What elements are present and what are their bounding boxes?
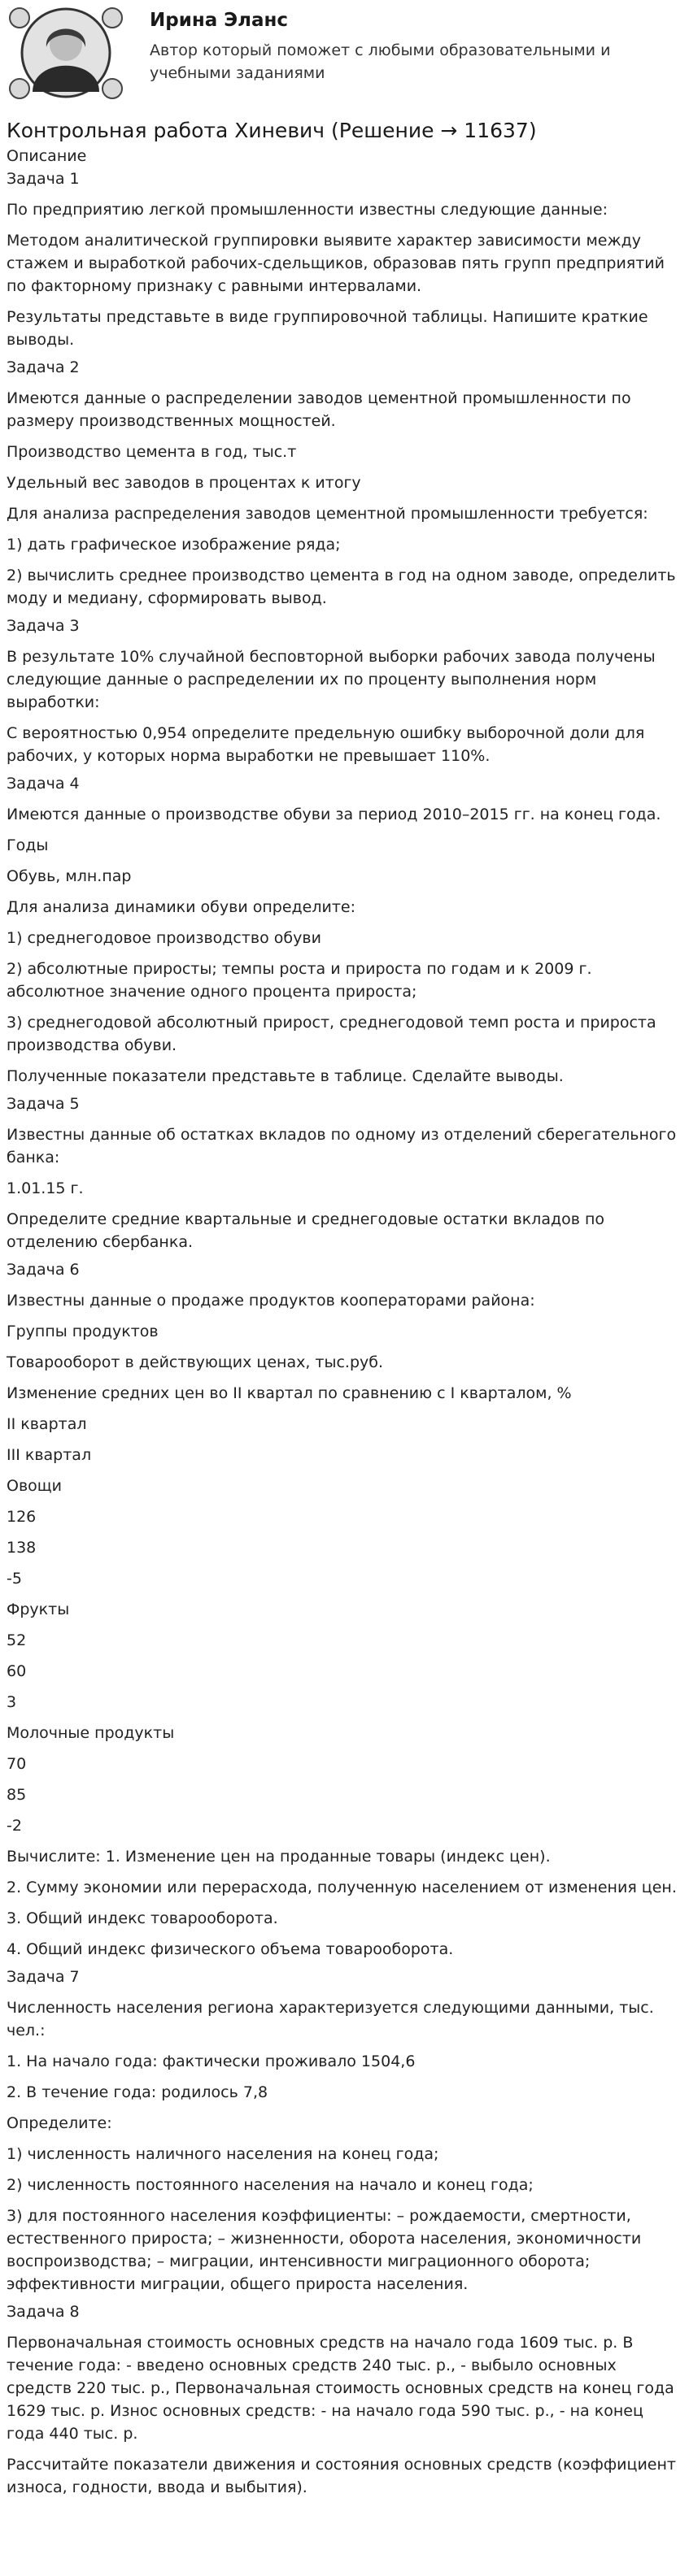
paragraph: Овощи	[7, 1477, 63, 1495]
paragraph: 2) вычислить среднее производство цемента в год на одном заводе, определить моду и медиану, сформировать вывод.	[7, 567, 676, 607]
task-heading: Задача 2	[7, 358, 80, 376]
paragraph: 1.01.15 г.	[7, 1179, 84, 1197]
paragraph: Численность населения региона характеризуется следующими данными, тыс. чел.:	[7, 1999, 654, 2040]
paragraph: Имеются данные о распределении заводов цементной промышленности по размеру производственных мощностей.	[7, 389, 631, 430]
paragraph: 138	[7, 1539, 37, 1557]
paragraph: Группы продуктов	[7, 1323, 159, 1340]
paragraph: Определите:	[7, 2114, 112, 2132]
paragraph: Фрукты	[7, 1601, 70, 1618]
paragraph: Первоначальная стоимость основных средств на начало года 1609 тыс. р. В течение года: - введено основных средств 240 тыс. р., - выбыло основных средств 220 тыс. р., Первоначальная стоимость основных средств на конец года 1629 тыс. р. Износ основных средств: - на начало года 590 тыс. р., - на конец года 440 тыс. р.	[7, 2334, 674, 2443]
task-heading: Задача 7	[7, 1968, 80, 1986]
paragraph: 85	[7, 1786, 27, 1804]
paragraph: Для анализа динамики обуви определите:	[7, 898, 355, 916]
paragraph: Вычислите: 1. Изменение цен на проданные товары (индекс цен).	[7, 1848, 551, 1866]
paragraph: 2) численность постоянного населения на начало и конец года;	[7, 2176, 534, 2194]
document-body	[0, 145, 689, 2515]
paragraph: 1) численность наличного населения на конец года;	[7, 2145, 439, 2163]
paragraph: С вероятностью 0,954 определите предельную ошибку выборочной доли для рабочих, у которых норма выработки не превышает 110%.	[7, 724, 645, 765]
paragraph: III квартал	[7, 1446, 92, 1464]
paragraph: Для анализа распределения заводов цементной промышленности требуется:	[7, 505, 648, 523]
paragraph: Результаты представьте в виде группировочной таблицы. Напишите краткие выводы.	[7, 308, 648, 349]
task-heading: Задача 6	[7, 1261, 80, 1279]
task-heading: Задача 5	[7, 1095, 80, 1113]
paragraph: Товарооборот в действующих ценах, тыс.руб.	[7, 1353, 384, 1371]
paragraph: Известны данные об остатках вкладов по одному из отделений сберегательного банка:	[7, 1126, 677, 1166]
paragraph: 3) среднегодовой абсолютный прирост, среднегодовой темп роста и прироста производства обуви.	[7, 1014, 656, 1054]
paragraph: 70	[7, 1755, 27, 1773]
task-heading: Задача 1	[7, 170, 80, 188]
paragraph: 2. Сумму экономии или перерасхода, полученную населением от изменения цен.	[7, 1879, 677, 1896]
author-header	[0, 0, 689, 107]
paragraph: II квартал	[7, 1415, 87, 1433]
paragraph: Годы	[7, 836, 49, 854]
paragraph: Имеются данные о производстве обуви за период 2010–2015 гг. на конец года.	[7, 806, 661, 823]
paragraph: 2) абсолютные приросты; темпы роста и прироста по годам и к 2009 г. абсолютное значение одного процента прироста;	[7, 960, 592, 1001]
paragraph: Полученные показатели представьте в таблице. Сделайте выводы.	[7, 1067, 564, 1085]
paragraph: Определите средние квартальные и среднегодовые остатки вкладов по отделению сбербанка.	[7, 1210, 605, 1251]
paragraph: 1. На начало года: фактически проживало 1504,6	[7, 2053, 416, 2070]
page-title: Контрольная работа Хиневич (Решение → 11637)	[7, 119, 537, 142]
paragraph: Удельный вес заводов в процентах к итогу	[7, 474, 361, 492]
paragraph: Производство цемента в год, тыс.т	[7, 443, 297, 461]
section-label: Описание	[7, 147, 87, 165]
paragraph: Рассчитайте показатели движения и состояния основных средств (коэффициент износа, годности, ввода и выбытия).	[7, 2456, 676, 2496]
paragraph: 4. Общий индекс физического объема товарооборота.	[7, 1940, 454, 1958]
paragraph: 2. В течение года: родилось 7,8	[7, 2083, 268, 2101]
paragraph: 52	[7, 1631, 27, 1649]
paragraph: Известны данные о продаже продуктов кооператорами района:	[7, 1292, 535, 1310]
author-avatar	[8, 7, 124, 100]
paragraph: 3. Общий индекс товарооборота.	[7, 1909, 278, 1927]
task-heading: Задача 8	[7, 2303, 80, 2321]
paragraph: -2	[7, 1817, 22, 1835]
task-heading: Задача 3	[7, 617, 80, 635]
paragraph: Молочные продукты	[7, 1724, 175, 1742]
paragraph: 1) среднегодовое производство обуви	[7, 929, 321, 947]
paragraph: 126	[7, 1508, 37, 1526]
author-description: Автор который поможет с любыми образовательными и учебными заданиями	[150, 41, 611, 82]
paragraph: 60	[7, 1662, 27, 1680]
paragraph: 1) дать графическое изображение ряда;	[7, 536, 341, 554]
paragraph: Методом аналитической группировки выявите характер зависимости между стажем и выработкой рабочих-сдельщиков, образовав пять групп предприятий по факторному признаку с равными интервалами.	[7, 232, 665, 295]
paragraph: Изменение средних цен во II квартал по сравнению с I кварталом, %	[7, 1384, 572, 1402]
paragraph: 3) для постоянного населения коэффициенты: – рождаемости, смертности, естественного прироста; – жизненности, оборота населения, экономичности воспроизводства; – миграции, интенсивности миграционного оборота; эффективности миграции, общего прироста населения.	[7, 2207, 642, 2293]
task-heading: Задача 4	[7, 775, 80, 793]
paragraph: -5	[7, 1570, 22, 1588]
paragraph: В результате 10% случайной бесповторной выборки рабочих завода получены следующие данные о распределении их по проценту выполнения норм выработки:	[7, 648, 656, 711]
author-name: Ирина Эланс	[150, 10, 289, 31]
paragraph: 3	[7, 1693, 17, 1711]
paragraph: Обувь, млн.пар	[7, 867, 132, 885]
paragraph: По предприятию легкой промышленности известны следующие данные:	[7, 201, 608, 219]
